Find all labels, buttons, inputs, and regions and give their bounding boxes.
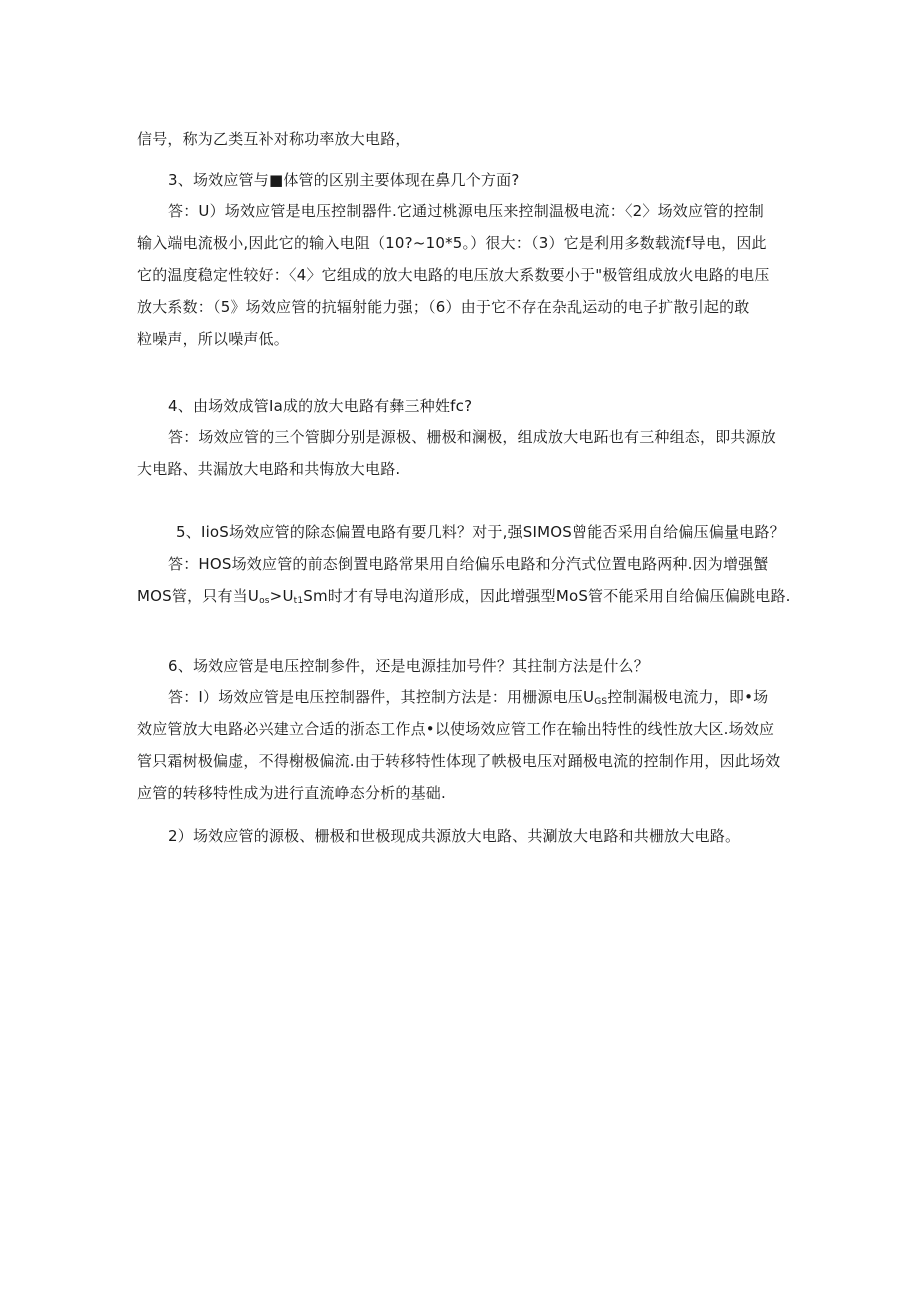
question-6	[137, 650, 787, 682]
answer-5-text: >U	[269, 587, 294, 605]
intro-line: 信号，称为乙类互补对称功率放大电路，	[137, 130, 411, 148]
question-6-text: 6、场效应管是电压控制参件，还是电源挂加号件？其拄制方法是什么？	[168, 657, 649, 675]
answer-6-line: 管只霜树极偏虚，不得榭极偏流.由于转移特性体现了帙极电压对踊极电流的控制作用，因此场效	[137, 752, 781, 770]
answer-6-text: 控制漏极电流力，即•场	[607, 688, 769, 706]
intro-paragraph	[137, 123, 787, 155]
question-3-text: 3、场效应管与■体管的区别主要体现在鼻几个方面?	[168, 171, 520, 189]
answer-3	[137, 195, 787, 355]
subscript-os: os	[259, 596, 270, 606]
answer-5-line: 答：HOS场效应管的前态倒置电路常果用自给偏乐电路和分汽式位置电路两种.因为增强蟹	[168, 555, 769, 573]
answer-6-line: 效应管放大电路必兴建立合适的浙态工作点•以使场效应管工作在输出特性的线性放大区.场效应	[137, 720, 775, 738]
answer-6-line: 应管的转移特性成为进行直流峥态分析的基础.	[137, 784, 446, 802]
answer-5-text: Sm时才有导电沟道形成，因此增强型MoS管不能采用自给偏压偏跳电路.	[303, 587, 791, 605]
answer-3-line: 答：U）场效应管是电压控制器件.它通过桃源电压来控制温极电流：〈2〉场效应管的控制	[168, 202, 764, 220]
question-4-text: 4、由场效成管Ia成的放大电路有彝三种姓fc?	[168, 397, 473, 415]
answer-6	[137, 681, 787, 809]
answer-4-line: 答：场效应管的三个管脚分别是源极、栅极和澜极，组成放大电跖也有三种组态，即共源放	[168, 428, 777, 446]
question-3	[137, 164, 787, 196]
answer-4-line: 大电路、共漏放大电路和共悔放大电路.	[137, 460, 401, 478]
answer-6-text: 答：I）场效应管是电压控制器件，其控制方法是：用栅源电压U	[168, 688, 595, 706]
answer-5-line	[137, 580, 791, 612]
answer-6-line	[137, 681, 787, 713]
question-5-text: 5、IioS场效应管的除态偏置电路有要几料？对于,强SIMOS曾能否采用自给偏压偏量电路？	[176, 523, 785, 541]
subscript-t1: t1	[293, 596, 304, 606]
answer-3-line: 放大系数：（5》场效应管的抗辐射能力强；（6）由于它不存在杂乱运动的电子扩散引起的敢	[137, 298, 750, 316]
answer-4	[137, 421, 787, 485]
answer-6-point-2-text: 2）场效应管的源极、栅极和世极现成共源放大电路、共涮放大电路和共栅放大电路。	[168, 827, 741, 845]
answer-3-line: 粒噪声，所以噪声低。	[137, 330, 290, 348]
subscript-gs: GS	[594, 697, 608, 707]
answer-5-text: MOS管，只有当U	[137, 587, 260, 605]
question-5	[137, 516, 796, 548]
question-4	[137, 390, 787, 422]
answer-6-point-2	[137, 820, 787, 852]
answer-3-line: 输入端电流极小,因此它的输入电阻（10?~10*5。）很大：（3）它是利用多数载流f导电，因此	[137, 234, 767, 252]
answer-5	[137, 548, 791, 612]
answer-3-line: 它的温度稳定性较好：〈4〉它组成的放大电路的电压放大系数要小于"极管组成放火电路的电压	[137, 266, 770, 284]
